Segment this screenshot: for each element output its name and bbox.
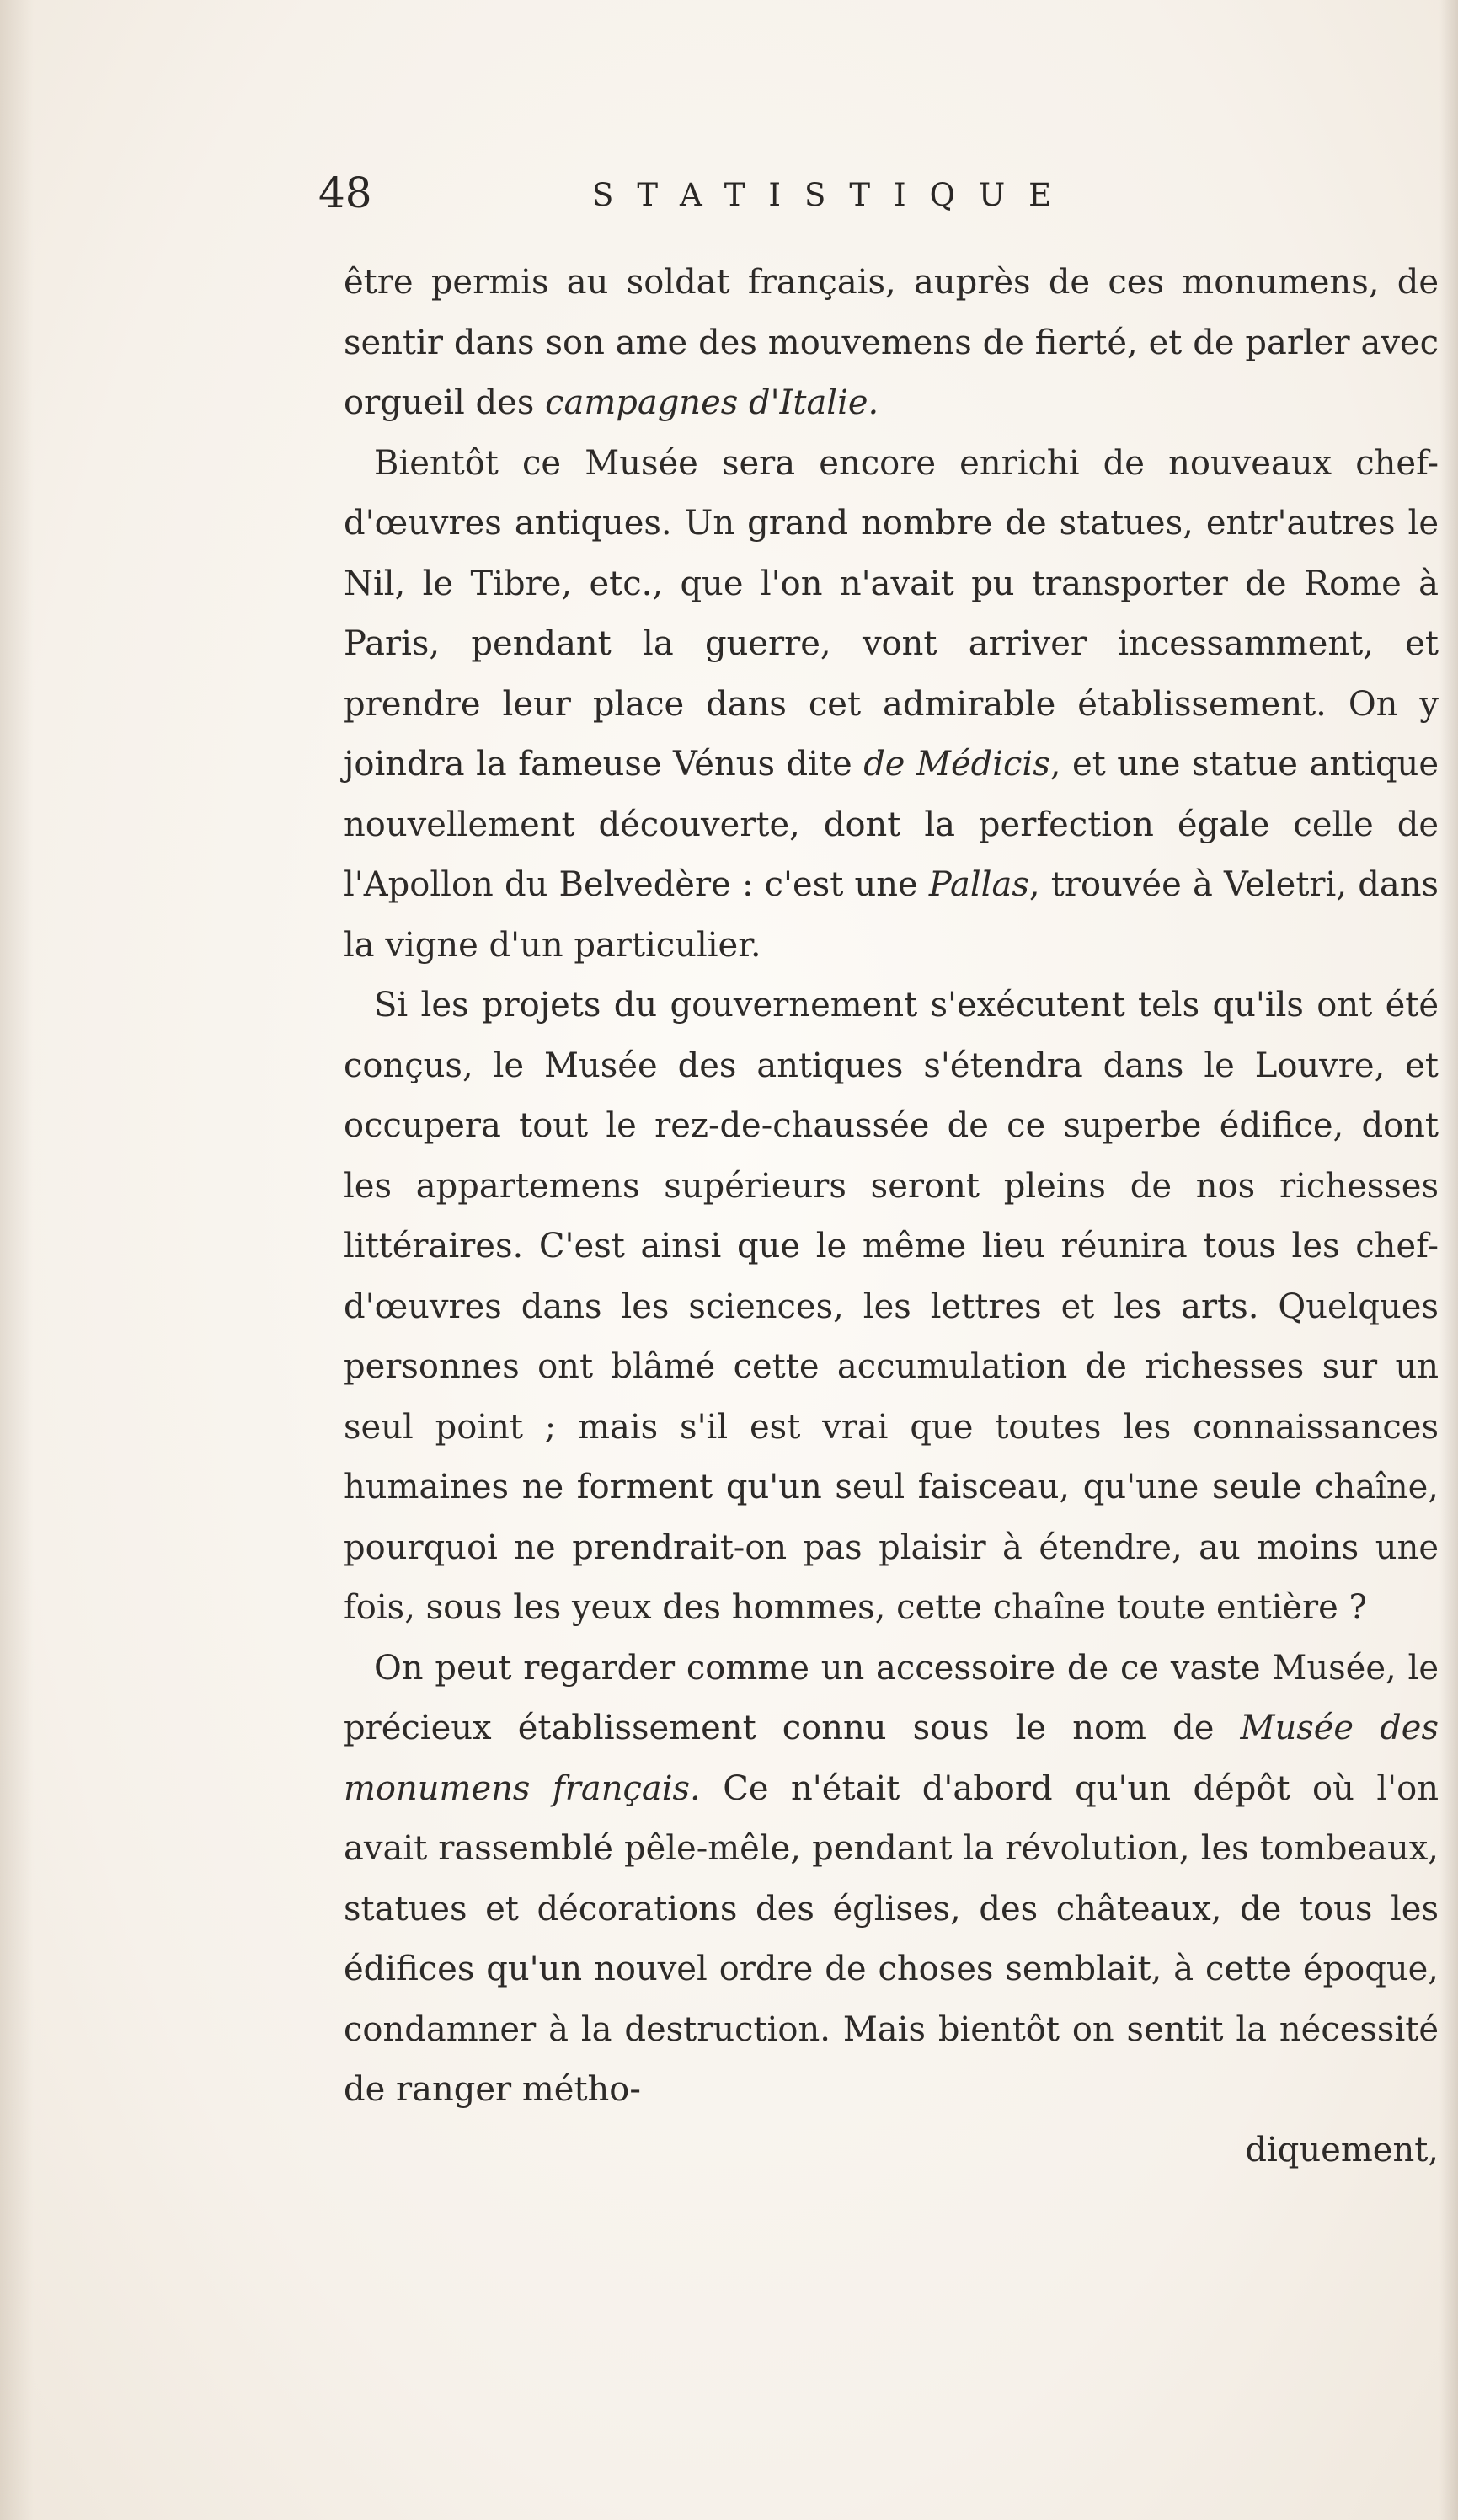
text-run: , trouvée à Veletri, dans la vigne d'un particulier. (344, 865, 1439, 965)
paragraph-4 (344, 1639, 1439, 2121)
text-run: être permis au soldat français, auprès de ces monumens, de sentir dans son ame des mouvemens de fierté, et de parler avec orgueil des (344, 263, 1439, 422)
italic-run: Musée des monumens français. (344, 1709, 1439, 1808)
catchword: diquement, (1245, 2130, 1439, 2170)
gutter-shadow (0, 0, 34, 2520)
page-edge-shadow (1439, 0, 1458, 2520)
text-run: Ce n'était d'abord qu'un dépôt où l'on avait rassemblé pêle-mêle, pendant la révolution, les tombeaux, statues et décorations des églises, des châteaux, de tous les édifices qu'un nouvel ordre de choses semblait, à cette époque, condamner à la destruction. Mais bientôt on sentit la nécessité de ranger métho- (344, 1768, 1439, 2109)
italic-run: Pallas (928, 865, 1029, 904)
paragraph-2 (344, 434, 1439, 976)
paragraph-3 (344, 976, 1439, 1639)
paragraph-1 (344, 253, 1439, 434)
italic-run: campagnes d'Italie. (545, 383, 879, 422)
text-run: Si les projets du gouvernement s'exécutent tels qu'ils ont été conçus, le Musée des antiques s'étendra dans le Louvre, et occupera tout le rez-de-chaussée de ce superbe édifice, dont les appartemens supérieurs seront pleins de nos richesses littéraires. C'est ainsi que le même lieu réunira tous les chef-d'œuvres dans les sciences, les lettres et les arts. Quelques personnes ont blâmé cette accumulation de richesses sur un seul point ; mais s'il est vrai que toutes les connaissances humaines ne forment qu'un seul faisceau, qu'une seule chaîne, pourquoi ne prendrait-on pas plaisir à étendre, au moins une fois, sous les yeux des hommes, cette chaîne toute entière ? (344, 986, 1439, 1627)
italic-run: de Médicis (863, 745, 1050, 784)
body-text (344, 253, 1439, 2180)
page-header (318, 169, 1430, 236)
page-number: 48 (318, 169, 372, 217)
text-run: , et une statue antique nouvellement découverte, dont la perfection égale celle de l'Apollon du Belvedère : c'est une (344, 745, 1439, 904)
text-run: Bientôt ce Musée sera encore enrichi de nouveaux chef-d'œuvres antiques. Un grand nombre de statues, entr'autres le Nil, le Tibre, etc., que l'on n'avait pu transporter de Rome à Paris, pendant la guerre, vont arriver incessamment, et prendre leur place dans cet admirable établissement. On y joindra la fameuse Vénus dite (344, 443, 1439, 784)
running-title: STATISTIQUE (592, 177, 1076, 213)
text-run: On peut regarder comme un accessoire de ce vaste Musée, le précieux établissement connu sous le nom de (344, 1648, 1439, 1747)
